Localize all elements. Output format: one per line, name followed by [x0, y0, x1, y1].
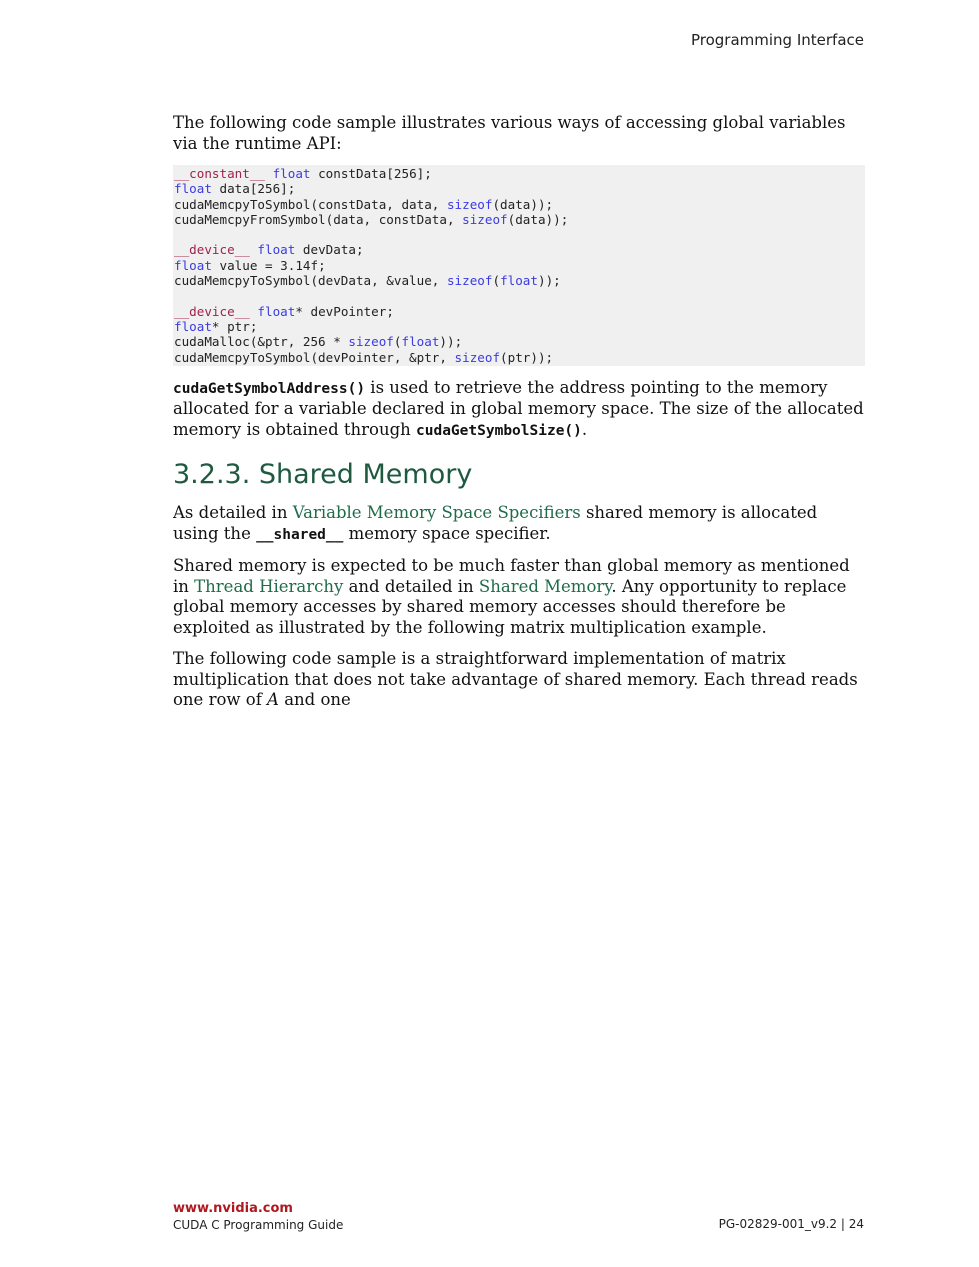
- code-text: constData[256];: [310, 166, 432, 181]
- code-line: [174, 304, 865, 319]
- code-text: value = 3.14f;: [211, 257, 326, 273]
- paragraph-text: . Any opportunity to replace global memory accesses by shared memory accesses should therefore be exploited as illustrated by the following matrix multiplication example.: [173, 576, 847, 637]
- code-line: [174, 212, 865, 227]
- type-token: float: [257, 303, 296, 319]
- type-token: float: [500, 273, 538, 289]
- code-text: [265, 166, 273, 181]
- link-thread-hierarchy[interactable]: Thread Hierarchy: [194, 576, 344, 596]
- type-token: float: [257, 242, 296, 258]
- code-sample: [173, 165, 865, 366]
- paragraph-text: and detailed in: [343, 576, 479, 596]
- shared-speed-paragraph: [173, 556, 865, 638]
- function-name: cudaGetSymbolSize(): [416, 422, 582, 439]
- code-line: [174, 350, 865, 365]
- page-number: 24: [848, 1217, 864, 1231]
- code-text: data[256];: [211, 181, 296, 197]
- code-text: devData;: [295, 242, 364, 258]
- matrix-example-paragraph: [173, 649, 865, 711]
- code-text: (data));: [492, 196, 554, 212]
- type-token: float: [174, 181, 212, 197]
- symbol-address-paragraph: [173, 378, 865, 442]
- qualifier-token: __device__: [174, 303, 250, 319]
- paragraph-text: is used to retrieve the address pointing to the memory allocated for a variable declared in global memory space. The size of the allocated memory is obtained through: [173, 377, 864, 439]
- code-blank-line: [174, 227, 865, 242]
- type-token: float: [272, 166, 311, 181]
- code-line: [174, 258, 865, 273]
- link-shared-memory[interactable]: Shared Memory: [478, 576, 612, 596]
- code-text: cudaMalloc(&ptr, 256 *: [174, 334, 349, 350]
- intro-paragraph: The following code sample illustrates various ways of accessing global variables via the runtime API:: [173, 113, 846, 153]
- code-text: ));: [537, 273, 561, 289]
- paragraph-text: The following code sample is a straightforward implementation of matrix multiplication that does not take advantage of shared memory. Each thread reads one row of: [173, 649, 858, 710]
- function-name: cudaGetSymbolAddress(): [173, 380, 366, 397]
- type-token: float: [174, 257, 212, 273]
- footer-separator: |: [837, 1217, 849, 1231]
- paragraph-text: .: [581, 419, 588, 439]
- code-text: (: [492, 273, 501, 289]
- code-line: [174, 242, 865, 257]
- keyword-token: sizeof: [454, 349, 501, 365]
- running-header: Programming Interface: [690, 31, 864, 49]
- section-heading: 3.2.3. Shared Memory: [173, 459, 473, 491]
- code-text: * ptr;: [211, 318, 258, 334]
- code-text: (data));: [507, 211, 569, 227]
- qualifier-token: __constant__: [174, 166, 265, 181]
- code-text: (: [393, 334, 402, 350]
- qualifier-token: __device__: [174, 242, 250, 258]
- code-text: cudaMemcpyToSymbol(devData, &value,: [174, 273, 447, 289]
- type-token: float: [174, 318, 212, 334]
- code-line: [174, 273, 865, 288]
- link-variable-memory-space-specifiers[interactable]: Variable Memory Space Specifiers: [292, 503, 581, 523]
- page-content: [173, 113, 865, 722]
- paragraph-text: Shared memory is expected to be much faster than global memory as mentioned in: [173, 556, 850, 596]
- keyword-token: sizeof: [462, 211, 508, 227]
- footer-doc-id: PG-02829-001_v9.2: [718, 1217, 838, 1231]
- code-line: [174, 319, 865, 334]
- code-text: cudaMemcpyFromSymbol(data, constData,: [174, 211, 463, 227]
- code-text: cudaMemcpyToSymbol(devPointer, &ptr,: [174, 349, 455, 365]
- keyword-token: sizeof: [446, 196, 493, 212]
- paragraph-text: memory space specifier.: [343, 523, 551, 543]
- code-text: cudaMemcpyToSymbol(constData, data,: [174, 196, 447, 212]
- code-line: [174, 181, 865, 196]
- keyword-token: sizeof: [446, 273, 493, 289]
- paragraph-text: As detailed in: [173, 503, 293, 523]
- code-text: (ptr));: [500, 349, 554, 365]
- footer-left: [173, 1201, 343, 1233]
- code-line: [174, 334, 865, 349]
- keyword-token: sizeof: [348, 334, 394, 350]
- type-token: float: [401, 334, 440, 350]
- footer-doc-title: CUDA C Programming Guide: [173, 1218, 344, 1232]
- code-line: [174, 197, 865, 212]
- code-text: * devPointer;: [295, 303, 394, 319]
- shared-keyword: __shared__: [256, 526, 344, 543]
- code-line: [174, 166, 865, 181]
- paragraph-text: and one: [278, 690, 351, 710]
- paragraph-text: shared memory is allocated using the: [173, 503, 818, 543]
- code-text: ));: [439, 334, 463, 350]
- code-blank-line: [174, 288, 865, 303]
- footer-right: [719, 1217, 864, 1231]
- footer-url-link[interactable]: www.nvidia.com: [173, 1201, 293, 1216]
- shared-specifier-paragraph: [173, 503, 865, 545]
- math-variable: A: [267, 690, 279, 710]
